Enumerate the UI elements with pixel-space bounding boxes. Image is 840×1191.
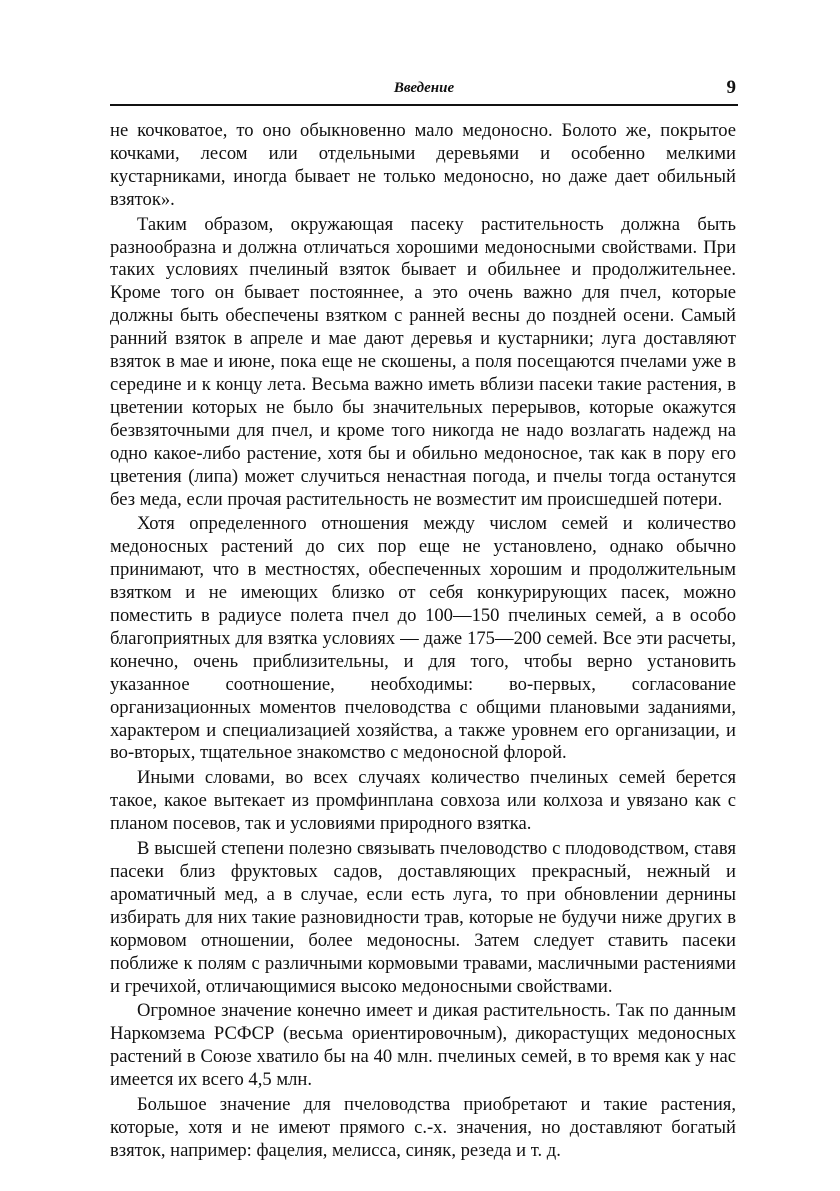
running-header	[110, 78, 738, 104]
paragraph: Огромное значение конечно имеет и дикая растительность. Так по данным Наркомзема РСФСР (весьма ориентировочным), дикорастущих медоносных растений в Союзе хватило бы на 40 млн. пчелиных семей, в то время как у нас имеется их всего 4,5 млн.	[110, 1000, 736, 1091]
paragraph: Иными словами, во всех случаях количество пчелиных семей берется такое, какое вытекает из промфинплана совхоза или колхоза и увязано как с планом посевов, так и условиями природного взятка.	[110, 767, 736, 835]
paragraph: Большое значение для пчеловодства приобретают и такие растения, которые, хотя и не имеют прямого с.-х. значения, но доставляют богатый взяток, например: фацелия, мелисса, синяк, резеда и т. д.	[110, 1094, 736, 1161]
body-text	[110, 120, 736, 1163]
paragraph: В высшей степени полезно связывать пчеловодство с плодоводством, ставя пасеки близ фруктовых садов, доставляющих прекрасный, нежный и ароматичный мед, а в случае, если есть луга, то при обновлении дернины избирать для них такие разновидности трав, которые не будучи ниже других в кормовом отношении, более медоносны. Затем следует ставить пасеки поближе к полям с различными кормовыми травами, масличными растениями и гречихой, отличающимися высоко медоносными свойствами.	[110, 838, 736, 997]
paragraph-continuation: не кочковатое, то оно обыкновенно мало медоносно. Болото же, покрытое кочками, лесом или отдельными деревьями и особенно мелкими кустарниками, иногда бывает не только медоносно, но даже дает обильный взяток».	[110, 120, 736, 210]
paragraph: Хотя определенного отношения между числом семей и количество медоносных растений до сих пор еще не установлено, однако обычно принимают, что в местностях, обеспеченных хорошим и продолжительным взятком и не имеющих близко от себя конкурирующих пасек, можно поместить в радиусе полета пчел до 100—150 пчелиных семей, а в особо благоприятных для взятка условиях — даже 175—200 семей. Все эти расчеты, конечно, очень приблизительны, и для того, чтобы верно установить указанное соотношение, необходимы: во-первых, согласование организационных моментов пчеловодства с общими плановыми заданиями, характером и специализацией хозяйства, а также уровнем его организации, и во-вторых, тщательное знакомство с медоносной флорой.	[110, 513, 736, 764]
header-rule	[110, 104, 738, 106]
section-title: Введение	[393, 80, 455, 96]
paragraph: Таким образом, окружающая пасеку растительность должна быть разнообразна и должна отличаться хорошими медоносными свойствами. При таких условиях пчелиный взяток бывает и обильнее и продолжительнее. Кроме того он бывает постояннее, а это очень важно для пчел, которые должны быть обеспечены взятком с ранней весны до поздней осени. Самый ранний взяток в апреле и мае дают деревья и кустарники; луга доставляют взяток в мае и июне, пока еще не скошены, а поля посещаются пчелами уже в середине и к концу лета. Весьма важно иметь вблизи пасеки такие растения, в цветении которых не было бы значительных перерывов, которые окажутся безвзяточными для пчел, и кроме того никогда не надо возлагать надежд на одно какое-либо растение, хотя бы и обильно медоносное, так как в пору его цветения (липа) может случиться ненастная погода, и пчелы тогда останутся без меда, если прочая растительность не возместит им происшедшей потери.	[110, 213, 736, 510]
page-number: 9	[726, 77, 736, 98]
